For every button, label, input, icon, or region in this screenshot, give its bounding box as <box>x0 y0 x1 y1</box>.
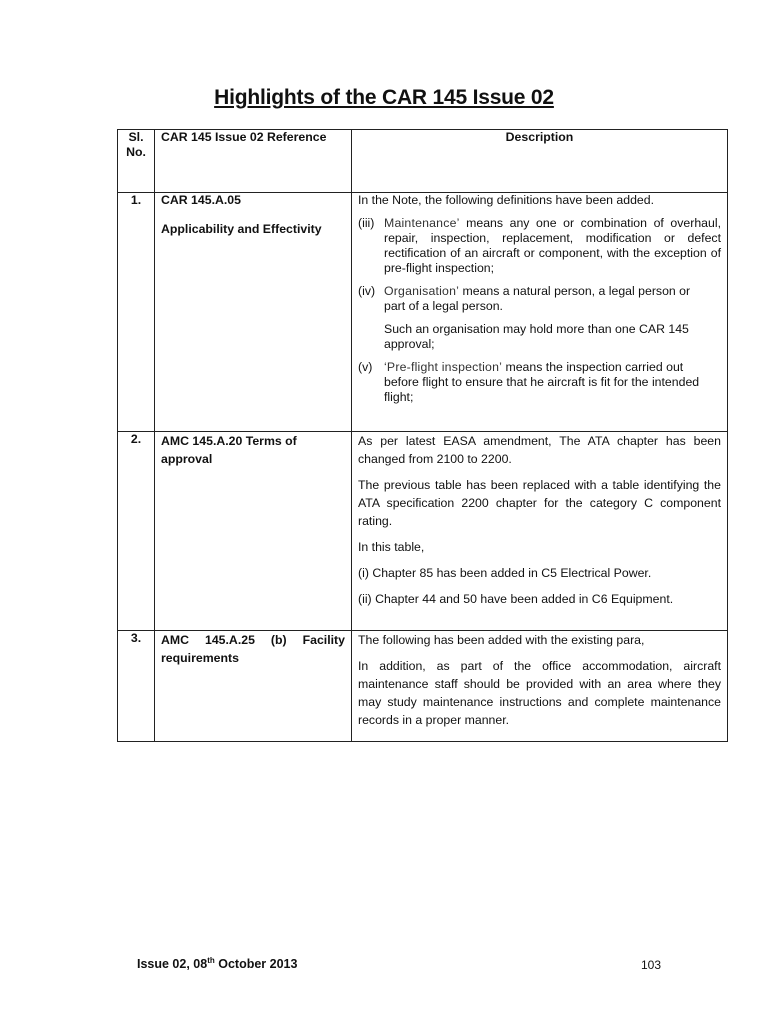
description-paragraph: In addition, as part of the office accommodation, aircraft maintenance staff should be provided with an area where they may study maintenance instructions and complete maintenance records in a proper manner. <box>358 659 721 727</box>
reference-title: Applicability and Effectivity <box>161 222 322 236</box>
definition-term: Maintenance’ <box>384 216 460 230</box>
reference-code: CAR 145.A.05 <box>161 193 241 207</box>
header-description: Description <box>352 130 728 193</box>
item-number: (iv) <box>358 284 376 298</box>
description-paragraph: (ii) Chapter 44 and 50 have been added in C6 Equipment. <box>358 592 674 606</box>
table-row <box>118 432 728 631</box>
definition-item <box>358 216 721 276</box>
row-sl-no: 3. <box>118 631 155 742</box>
highlights-table <box>117 129 728 742</box>
header-sl-no: Sl. No. <box>118 130 155 193</box>
reference-title: AMC 145.A.20 Terms of approval <box>161 434 297 466</box>
reference-title: AMC 145.A.25 (b) Facility requirements <box>161 633 345 665</box>
row-sl-no: 2. <box>118 432 155 631</box>
page-title: Highlights of the CAR 145 Issue 02 <box>214 86 554 109</box>
description-paragraph: The previous table has been replaced with a table identifying the ATA specification 2200 chapter for the category C component rating. <box>358 478 721 528</box>
definition-text: means the inspection carried out before flight to ensure that he aircraft is fit for the intended flight; <box>384 360 700 404</box>
row-description <box>352 432 728 631</box>
item-number: (v) <box>358 360 373 374</box>
description-intro: In the Note, the following definitions have been added. <box>358 193 655 207</box>
row-sl-no: 1. <box>118 193 155 432</box>
footer-issue-suffix: October 2013 <box>214 957 298 972</box>
description-paragraph: In this table, <box>358 540 425 554</box>
definition-term: Organisation’ <box>384 284 460 298</box>
row-reference <box>155 631 352 742</box>
item-number: (iii) <box>358 216 375 230</box>
row-reference <box>155 193 352 432</box>
definition-note <box>358 322 721 352</box>
definition-item <box>358 360 721 405</box>
footer-issue-prefix: Issue 02, 08 <box>137 957 208 972</box>
row-reference <box>155 432 352 631</box>
page-number: 103 <box>641 958 662 972</box>
footer-issue <box>137 956 297 971</box>
footer-issue-sup: th <box>207 956 215 965</box>
header-reference: CAR 145 Issue 02 Reference <box>155 130 352 193</box>
definition-term: ‘Pre-flight inspection’ <box>384 360 503 374</box>
item-number <box>358 322 384 352</box>
table-row <box>118 631 728 742</box>
row-description <box>352 631 728 742</box>
description-paragraph: (i) Chapter 85 has been added in C5 Electrical Power. <box>358 566 652 580</box>
table-header-row <box>118 130 728 193</box>
definition-text: means any one or combination of overhaul, repair, inspection, replacement, modification or defect rectification of an aircraft or component, with the exception of pre-flight inspection; <box>384 216 721 275</box>
row-description <box>352 193 728 432</box>
table-row <box>118 193 728 432</box>
description-paragraph: As per latest EASA amendment, The ATA chapter has been changed from 2100 to 2200. <box>358 434 721 466</box>
description-paragraph: The following has been added with the existing para, <box>358 633 645 647</box>
definition-text: means a natural person, a legal person or part of a legal person. <box>384 284 691 313</box>
definition-item <box>358 284 721 314</box>
definition-text: Such an organisation may hold more than one CAR 145 approval; <box>384 322 689 351</box>
